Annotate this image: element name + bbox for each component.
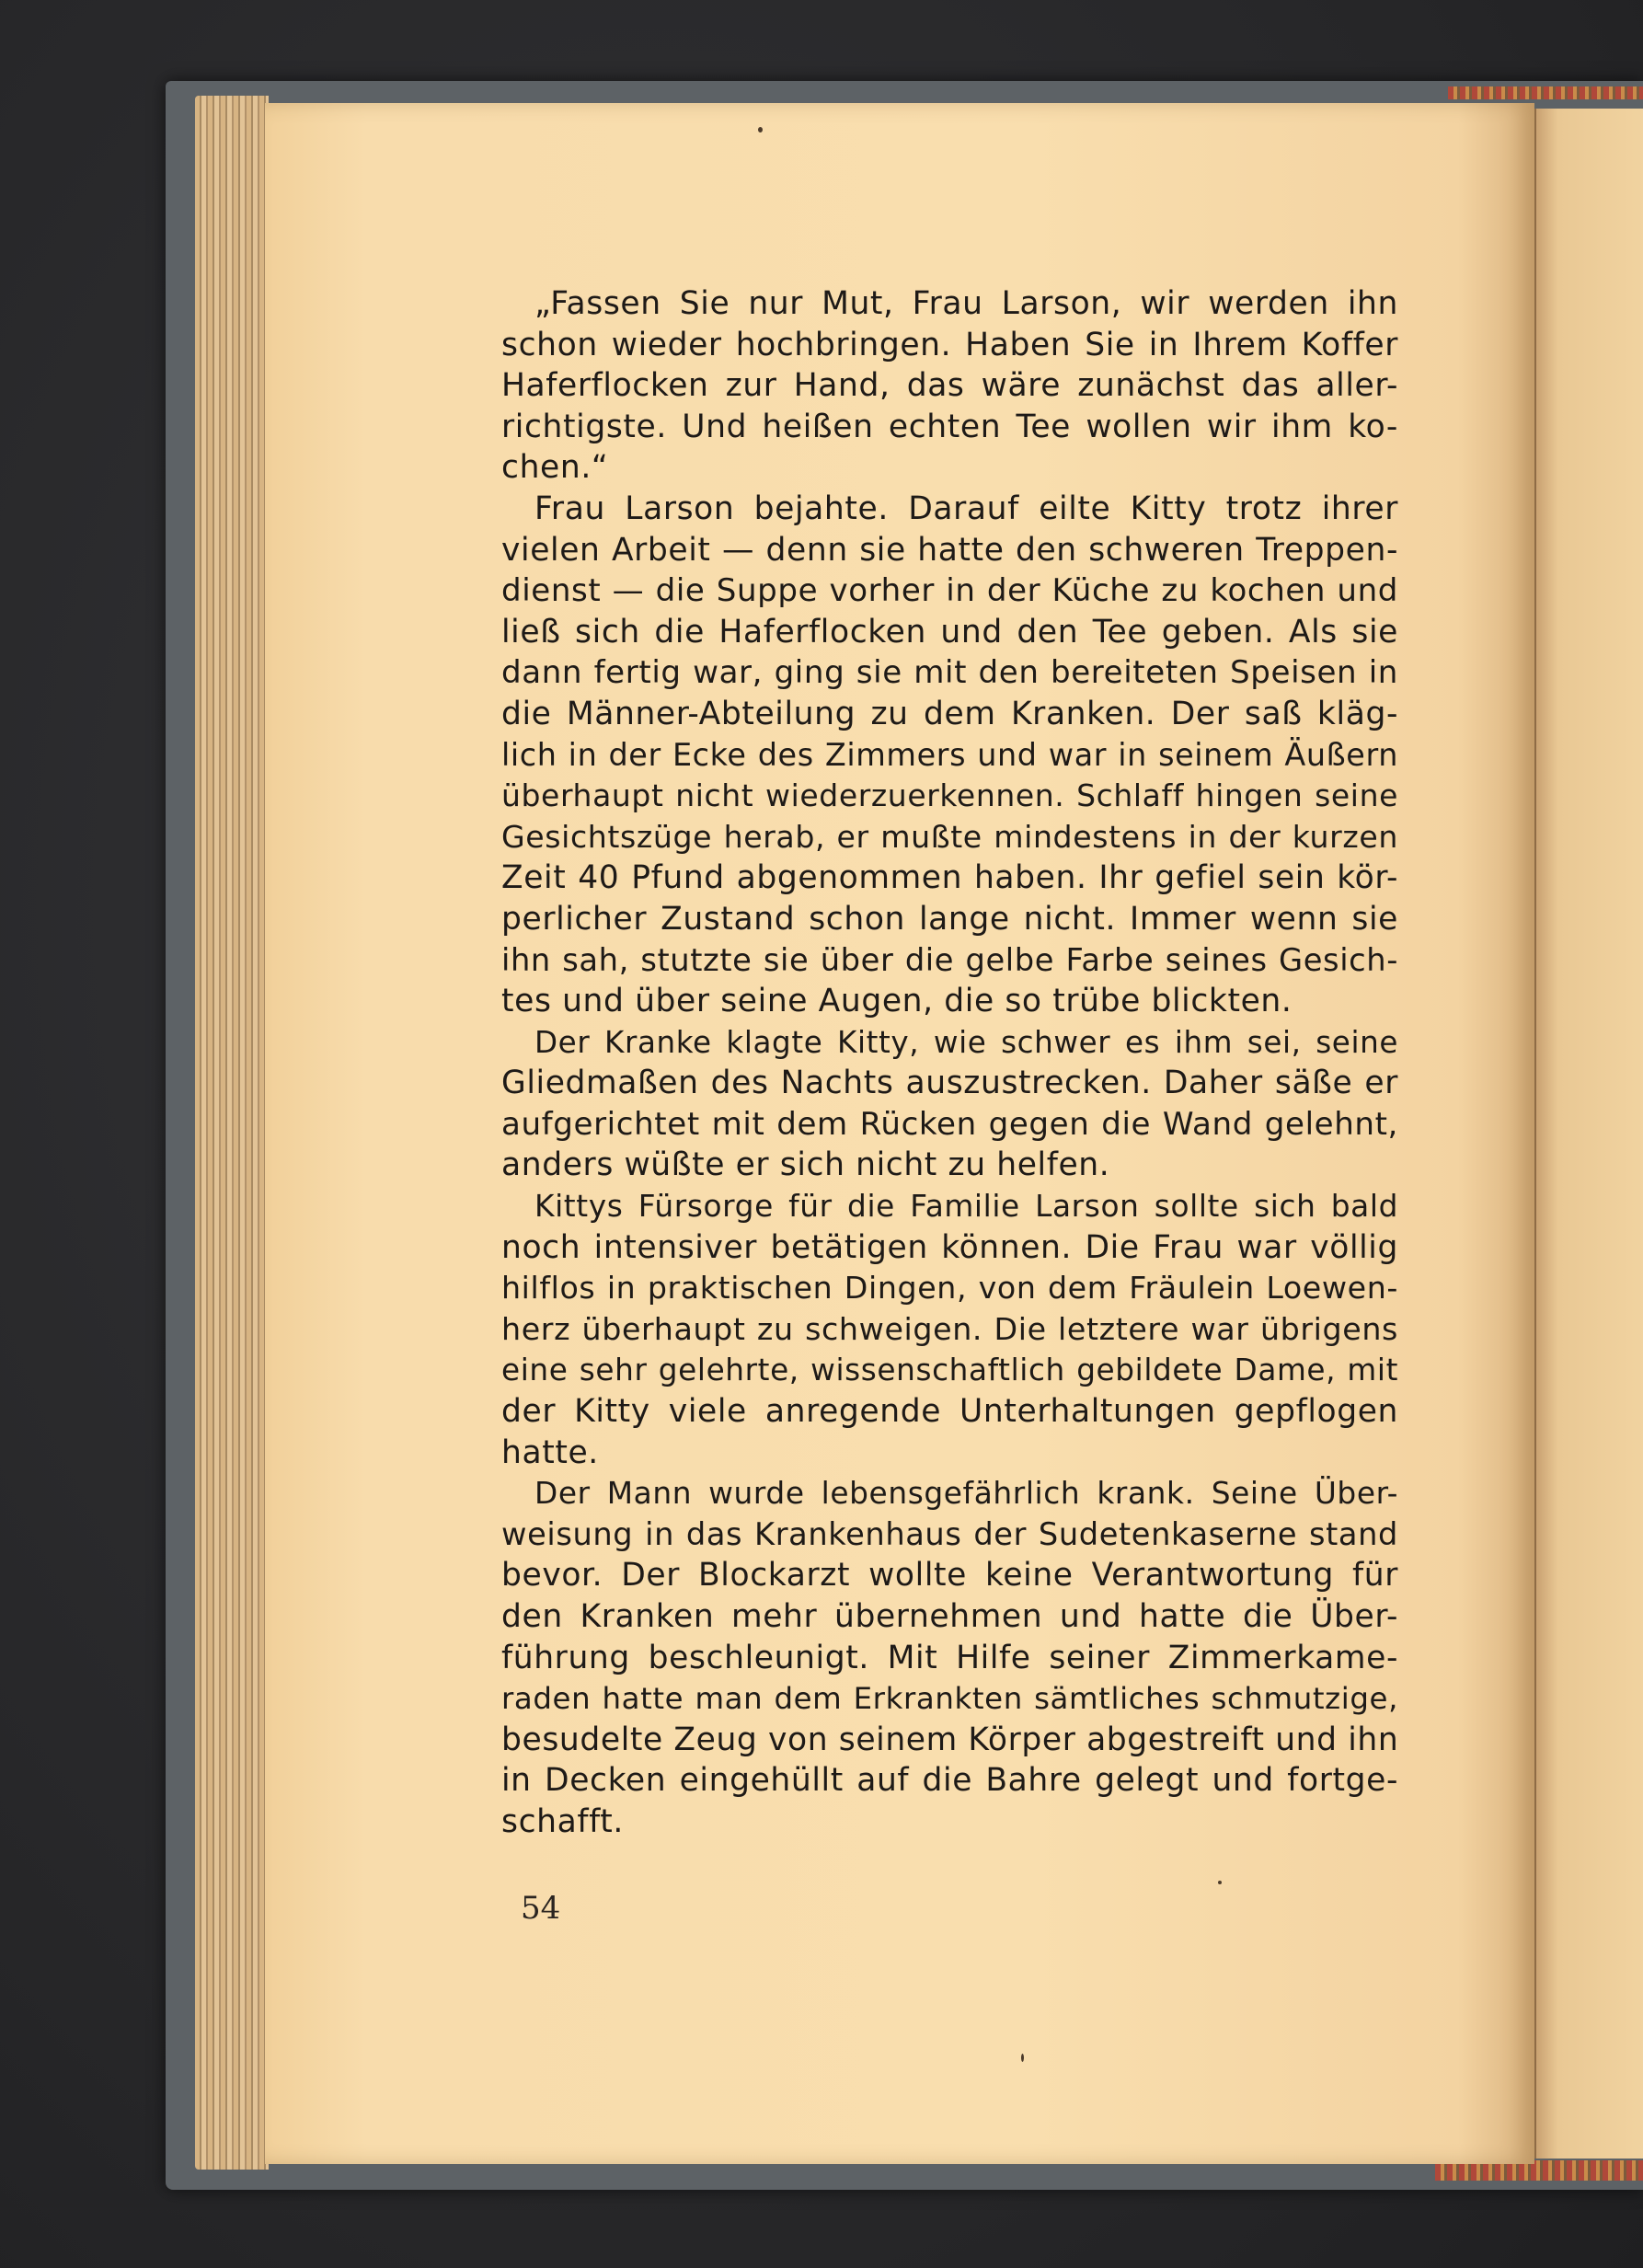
text-line: Gliedmaßen des Nachts auszustrecken. Daher säße er — [501, 1065, 1398, 1102]
text-line: führung beschleunigt. Mit Hilfe seiner Zimmerkame- — [501, 1639, 1398, 1676]
text-line: bevor. Der Blockarzt wollte keine Verantwortung für — [501, 1557, 1398, 1595]
paragraph-1 — [501, 283, 1398, 489]
page-text — [501, 283, 1398, 1843]
paragraph-4 — [501, 1186, 1398, 1473]
paragraph-2 — [501, 489, 1398, 1022]
text-line: richtigste. Und heißen echten Tee wollen wir ihm ko- — [501, 408, 1398, 445]
paragraph-3 — [501, 1022, 1398, 1186]
text-line: den Kranken mehr übernehmen und hatte die Über- — [501, 1598, 1398, 1635]
text-line: Der Mann wurde lebensgefährlich krank. Seine Über- — [534, 1476, 1398, 1512]
text-line: „Fassen Sie nur Mut, Frau Larson, wir werden ihn — [534, 285, 1398, 322]
text-line: in Decken eingehüllt auf die Bahre gelegt und fortge- — [501, 1762, 1398, 1800]
text-line: ließ sich die Haferflocken und den Tee geben. Als sie — [501, 613, 1398, 650]
text-line: hilflos in praktischen Dingen, von dem Fräulein Loewen- — [501, 1270, 1398, 1307]
book-top-edge — [1448, 86, 1643, 99]
text-line: dann fertig war, ging sie mit den bereiteten Speisen in — [501, 654, 1398, 692]
text-line: aufgerichtet mit dem Rücken gegen die Wand gelehnt, — [501, 1105, 1398, 1143]
page-number: 54 — [521, 1890, 561, 1927]
text-line: vielen Arbeit — denn sie hatte den schweren Treppen- — [501, 531, 1398, 569]
paper-speck — [758, 127, 763, 132]
text-line: weisung in das Krankenhaus der Sudetenkaserne stand — [501, 1515, 1398, 1552]
text-line: noch intensiver betätigen können. Die Frau war völlig — [501, 1228, 1398, 1266]
paper-speck — [1218, 1881, 1222, 1884]
text-line: lich in der Ecke des Zimmers und war in seinem Äußern — [501, 736, 1398, 773]
text-line: die Männer-Abteilung zu dem Kranken. Der saß kläg- — [501, 695, 1398, 732]
text-line: Frau Larson bejahte. Darauf eilte Kitty trotz ihrer — [534, 489, 1398, 527]
text-line: perlicher Zustand schon lange nicht. Immer wenn sie — [501, 900, 1398, 938]
text-line: herz überhaupt zu schweigen. Die letztere war übrigens — [501, 1310, 1398, 1347]
text-line: dienst — die Suppe vorher in der Küche zu kochen und — [501, 572, 1398, 610]
text-line: raden hatte man dem Erkrankten sämtliches schmutzige, — [501, 1681, 1398, 1717]
paragraph-5 — [501, 1473, 1398, 1842]
text-line: anders wüßte er sich nicht zu helfen. — [501, 1146, 1110, 1184]
text-line: der Kitty viele anregende Unterhaltungen gepflogen — [501, 1393, 1398, 1431]
text-line: Zeit 40 Pfund abgenommen haben. Ihr gefiel sein kör- — [501, 859, 1398, 897]
text-line: tes und über seine Augen, die so trübe blickten. — [501, 983, 1293, 1020]
text-line: eine sehr gelehrte, wissenschaftlich gebildete Dame, mit — [501, 1353, 1398, 1388]
text-line: überhaupt nicht wiederzuerkennen. Schlaff hingen seine — [501, 777, 1398, 814]
text-line: Gesichtszüge herab, er mußte mindestens in der kurzen — [501, 818, 1398, 855]
text-line: Kittys Fürsorge für die Familie Larson sollte sich bald — [534, 1189, 1398, 1225]
text-line: Der Kranke klagte Kitty, wie schwer es ihm sei, seine — [534, 1024, 1398, 1060]
text-line: schon wieder hochbringen. Haben Sie in Ihrem Koffer — [501, 326, 1398, 363]
page-stack-edges — [195, 96, 269, 2170]
text-line: schafft. — [501, 1802, 624, 1840]
text-line: Haferflocken zur Hand, das wäre zunächst das aller- — [501, 367, 1398, 405]
text-line: chen.“ — [501, 449, 609, 487]
paper-speck — [1021, 2054, 1024, 2062]
text-line: ihn sah, stutzte sie über die gelbe Farbe seines Gesich- — [501, 941, 1398, 978]
text-line: hatte. — [501, 1433, 599, 1471]
text-line: besudelte Zeug von seinem Körper abgestreift und ihn — [501, 1721, 1399, 1758]
facing-page — [1534, 109, 1643, 2159]
